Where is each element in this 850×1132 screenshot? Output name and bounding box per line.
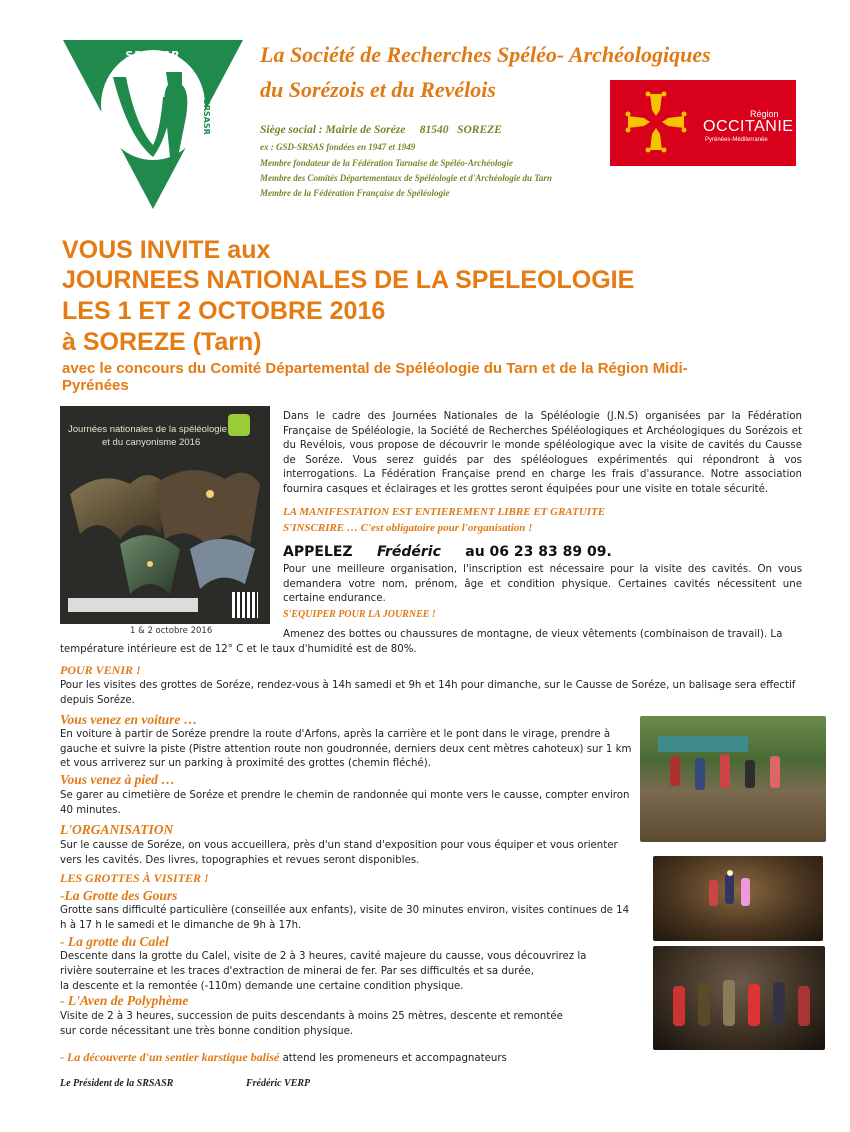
poster-footer-logos xyxy=(68,598,198,612)
call-name: Frédéric xyxy=(376,544,441,560)
title-line4: à SOREZE (Tarn) xyxy=(62,328,262,356)
foot-title: Vous venez à pied … xyxy=(60,772,175,787)
car-paragraph: En voiture à partir de Soréze prendre la route d'Arfons, après la carrière et le pont dans le virage, prendre à gauche et suivre la piste (Pistre attention route non goudronnée, derniers deux cent mètres cahoteux) sur 1 km et vous arriverez sur un parking à proximité des grottes (chemin fléché). xyxy=(60,729,632,769)
cave1-title: -La Grotte des Gours xyxy=(60,888,178,903)
poster-caption: 1 & 2 octobre 2016 xyxy=(130,626,213,636)
logo-text: SRSASR xyxy=(125,49,181,62)
poster-badge xyxy=(228,414,250,436)
cave3-title: - L'Aven de Polyphème xyxy=(60,993,189,1008)
equip-paragraph: Amenez des bottes ou chaussures de montagne, de vieux vêtements (combinaison de travail). La température intérieure est de 12° C et le taux d'humidité est de 80%. xyxy=(60,629,783,655)
photo-group-cave xyxy=(653,946,825,1050)
region-name: OCCITANIE xyxy=(703,118,794,135)
call-label: APPELEZ xyxy=(283,544,353,560)
title-line3: LES 1 ET 2 OCTOBRE 2016 xyxy=(62,297,386,325)
intro-paragraph: Dans le cadre des Journées Nationales de la Spéléologie (J.N.S) organisées par la Fédération Française de Spéléologie, la Société de Recherches Spéléologiques et Archéologiques du Sorézois et du Revélois, vous propose de découvrir le monde spéléologique avec la visite de cavités du Causse de Soréze. Vous serez guidés par des spéléologues expérimentés qui répondront à vos interrogations. La Fédération Française prend en charge les frais d'assurance. Notre association fournira casques et éclairages et les grottes seront équipées pour une visite en totale sécurité. xyxy=(283,411,802,495)
svg-text:SRSASR: SRSASR xyxy=(202,99,211,135)
qr-code-icon xyxy=(232,592,258,618)
come-title: POUR VENIR ! xyxy=(60,663,141,677)
occitan-cross-icon xyxy=(624,90,688,154)
register-paragraph: Pour une meilleure organisation, l'inscription est nécessaire pour la visite des cavités. On vous demandera votre nom, prénom, âge et condition physique. Certaines cavités nécessitent une certaine endurance. xyxy=(283,564,802,604)
trail-line xyxy=(60,1048,507,1067)
org-title: L'ORGANISATION xyxy=(60,822,174,837)
call-number[interactable]: au 06 23 83 89 09. xyxy=(465,544,612,560)
seat-line: Siège social : Mairie de Soréze 81540 SOREZE xyxy=(260,124,502,136)
org-name-line2: du Sorézois et du Revélois xyxy=(260,77,496,102)
srsasr-logo xyxy=(58,37,248,212)
foot-paragraph: Se garer au cimetière de Soréze et prendre le chemin de randonnée qui monte vers le causse, compter environ 40 minutes. xyxy=(60,790,630,816)
subtitle-line1: avec le concours du Comité Départemental de Spéléologie du Tarn et de la Région Midi- xyxy=(62,360,688,377)
photo-group-outside xyxy=(640,716,826,842)
org-paragraph: Sur le causse de Soréze, on vous accueillera, près d'un stand d'exposition pour vous équiper et vous orienter vers les cavités. Des livres, topographies et revues seront disponibles. xyxy=(60,840,618,866)
cave2-line2: rivière souterraine et les traces d'extraction de minerai de fer. Par ses difficultés et sa durée, xyxy=(60,966,535,977)
footer-name: Frédéric VERP xyxy=(246,1078,311,1089)
come-paragraph: Pour les visites des grottes de Soréze, rendez-vous à 14h samedi et 9h et 14h pour dimanche, sur le Causse de Soréze, un balisage sera effectif depuis Soréze. xyxy=(60,680,796,706)
member-line-2: Membre des Comités Départementaux de Spéléologie et d'Archéologie du Tarn xyxy=(260,173,552,183)
cave2-line3: la descente et la remontée (-110m) demande une certaine condition physique. xyxy=(60,981,464,992)
region-occitanie-logo xyxy=(610,80,796,166)
equip-title: S'EQUIPER POUR LA JOURNEE ! xyxy=(283,609,436,620)
call-line xyxy=(283,544,612,560)
trail-title: - La découverte d'un sentier karstique balisé xyxy=(60,1050,280,1064)
footer-president: Le Président de la SRSASR xyxy=(60,1078,174,1089)
caves-title: LES GROTTES À VISITER ! xyxy=(60,871,209,885)
cave3-line2: sur corde nécessitant une très bonne condition physique. xyxy=(60,1026,354,1037)
poster-title-1: Journées nationales de la spéléologie xyxy=(68,424,227,435)
region-sub: Pyrénées-Méditerranée xyxy=(705,137,768,143)
ex-line: ex : GSD-SRSAS fondées en 1947 et 1949 xyxy=(260,142,416,152)
subtitle-line2: Pyrénées xyxy=(62,377,129,394)
cave2-line1: Descente dans la grotte du Calel, visite de 2 à 3 heures, cavité majeure du causse, vous découvrirez la xyxy=(60,951,587,962)
cave3-line1: Visite de 2 à 3 heures, succession de puits descendants à moins 25 mètres, descente et remontée xyxy=(60,1011,563,1022)
cave2-title: - La grotte du Calel xyxy=(60,934,169,949)
bat-shape-image xyxy=(60,454,270,604)
org-name-line1: La Société de Recherches Spéléo- Archéologiques xyxy=(260,42,711,67)
trail-text: attend les promeneurs et accompagnateurs xyxy=(279,1053,507,1064)
member-line-3: Membre de la Fédération Française de Spéléologie xyxy=(260,188,450,198)
free-event-line: LA MANIFESTATION EST ENTIEREMENT LIBRE ET GRATUITE xyxy=(283,506,606,518)
car-title: Vous venez en voiture … xyxy=(60,712,198,727)
register-line: S'INSCRIRE … C'est obligatoire pour l'organisation ! xyxy=(283,522,533,534)
cave1-paragraph: Grotte sans difficulté particulière (conseillée aux enfants), visite de 30 minutes environ, visites continues de 14 h à 17 h le samedi et le dimanche de 9h à 17h. xyxy=(60,905,630,931)
title-line1: VOUS INVITE aux xyxy=(62,236,271,264)
photo-cave-entrance xyxy=(653,856,823,941)
title-line2: JOURNEES NATIONALES DE LA SPELEOLOGIE xyxy=(62,266,635,294)
region-small-label: Région xyxy=(750,109,779,119)
jns-poster xyxy=(60,406,270,624)
poster-title-2: et du canyonisme 2016 xyxy=(102,437,201,448)
member-line-1: Membre fondateur de la Fédération Tarnaise de Spéléo-Archéologie xyxy=(260,158,513,168)
